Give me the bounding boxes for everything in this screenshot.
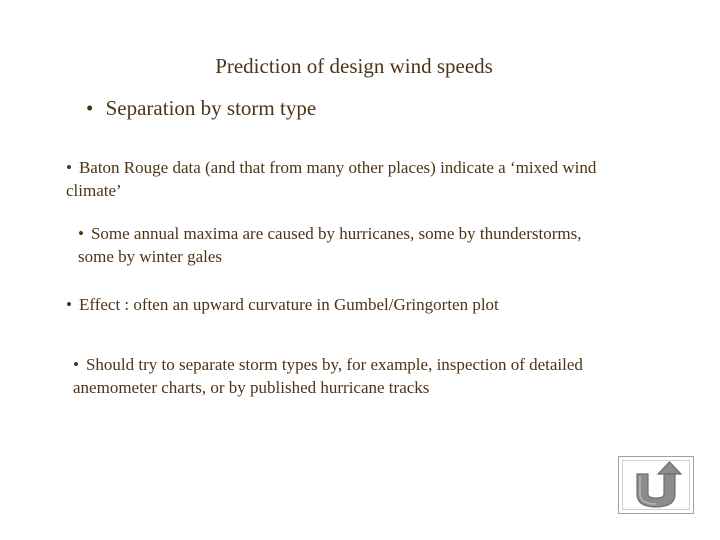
- bullet-marker: •: [66, 158, 72, 177]
- heading-text: Separation by storm type: [105, 96, 317, 120]
- return-button[interactable]: [618, 456, 694, 514]
- bullet-item-mixed-climate: [66, 156, 606, 202]
- bullet-marker: •: [78, 224, 84, 243]
- bullet-text: Effect : often an upward curvature in Gumbel/Gringorten plot: [78, 295, 499, 314]
- bullet-item-effect: [66, 293, 626, 316]
- slide-title: Prediction of design wind speeds: [215, 54, 493, 78]
- u-turn-return-icon: [629, 460, 683, 512]
- bullet-marker: •: [66, 295, 72, 314]
- bullet-text: Some annual maxima are caused by hurricanes, some by thunderstorms, some by winter gales: [78, 224, 582, 266]
- bullet-marker: •: [73, 355, 79, 374]
- bullet-item-annual-maxima: [78, 222, 598, 268]
- bullet-text: Should try to separate storm types by, for example, inspection of detailed anemometer charts, or by published hurricane tracks: [73, 355, 583, 397]
- bullet-item-separate-storms: [73, 353, 613, 399]
- heading-bullet-item: [86, 96, 316, 121]
- bullet-marker: •: [86, 96, 94, 120]
- bullet-text: Baton Rouge data (and that from many other places) indicate a ‘mixed wind climate’: [66, 158, 597, 200]
